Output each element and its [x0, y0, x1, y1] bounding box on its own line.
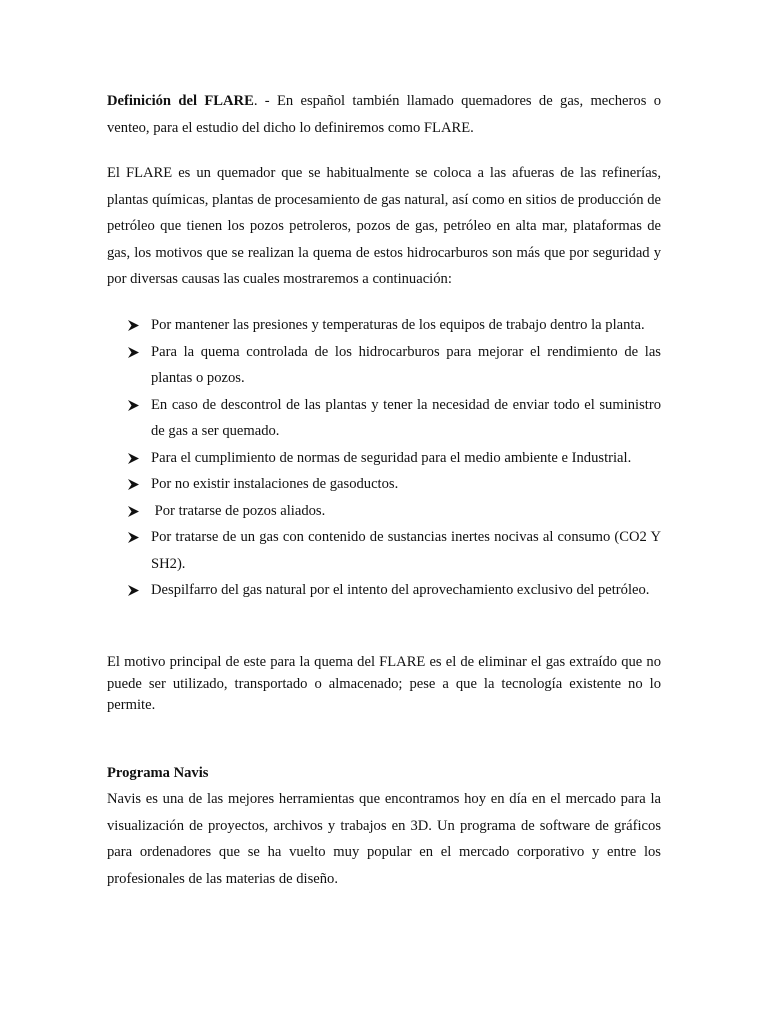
arrowhead-bullet-icon — [127, 505, 140, 518]
main-reason-paragraph: El motivo principal de este para la quema del FLARE es el de eliminar el gas extraído que no puede ser utilizado, transportado o almacenado; pese a que la tecnología existente no lo permite. — [107, 654, 661, 713]
arrowhead-bullet-icon — [127, 452, 140, 465]
navis-heading: Programa Navis — [107, 765, 209, 781]
list-item: Despilfarro del gas natural por el intento del aprovechamiento exclusivo del petróleo. — [127, 577, 661, 604]
navis-paragraph: Navis es una de las mejores herramientas que encontramos hoy en día en el mercado para la visualización de proyectos, archivos y trabajos en 3D. Un programa de software de gráficos para ordenadores que se ha vuelto muy popular en el mercado corporativo y entre los profesionales de las materias de diseño. — [107, 791, 661, 887]
list-item: Por tratarse de un gas con contenido de sustancias inertes nocivas al consumo (CO2 Y SH2). — [127, 524, 661, 577]
list-item: En caso de descontrol de las plantas y tener la necesidad de enviar todo el suministro de gas a ser quemado. — [127, 392, 661, 445]
list-item: Por no existir instalaciones de gasoductos. — [127, 471, 661, 498]
list-item: Para la quema controlada de los hidrocarburos para mejorar el rendimiento de las plantas o pozos. — [127, 339, 661, 392]
definition-text: . - En español también llamado quemadores de gas, mecheros o venteo, para el estudio del dicho lo definiremos como FLARE. — [107, 93, 661, 136]
definition-paragraph — [107, 88, 661, 141]
arrowhead-bullet-icon — [127, 346, 140, 359]
list-item: Por mantener las presiones y temperaturas de los equipos de trabajo dentro la planta. — [127, 312, 661, 339]
arrowhead-bullet-icon — [127, 584, 140, 597]
arrowhead-bullet-icon — [127, 478, 140, 491]
list-item: Para el cumplimiento de normas de seguridad para el medio ambiente e Industrial. — [127, 445, 661, 472]
flare-description-paragraph: El FLARE es un quemador que se habitualmente se coloca a las afueras de las refinerías, plantas químicas, plantas de procesamiento de gas natural, así como en sitios de producción de petróleo que tienen los pozos petroleros, pozos de gas, petróleo en alta mar, plataformas de gas, los motivos que se realizan la quema de estos hidrocarburos son más que por seguridad y por diversas causas las cuales mostraremos a continuación: — [107, 165, 661, 287]
arrowhead-bullet-icon — [127, 531, 140, 544]
arrowhead-bullet-icon — [127, 319, 140, 332]
definition-heading: Definición del FLARE — [107, 93, 254, 109]
reasons-list — [127, 312, 661, 604]
list-item: Por tratarse de pozos aliados. — [127, 498, 661, 525]
arrowhead-bullet-icon — [127, 399, 140, 412]
